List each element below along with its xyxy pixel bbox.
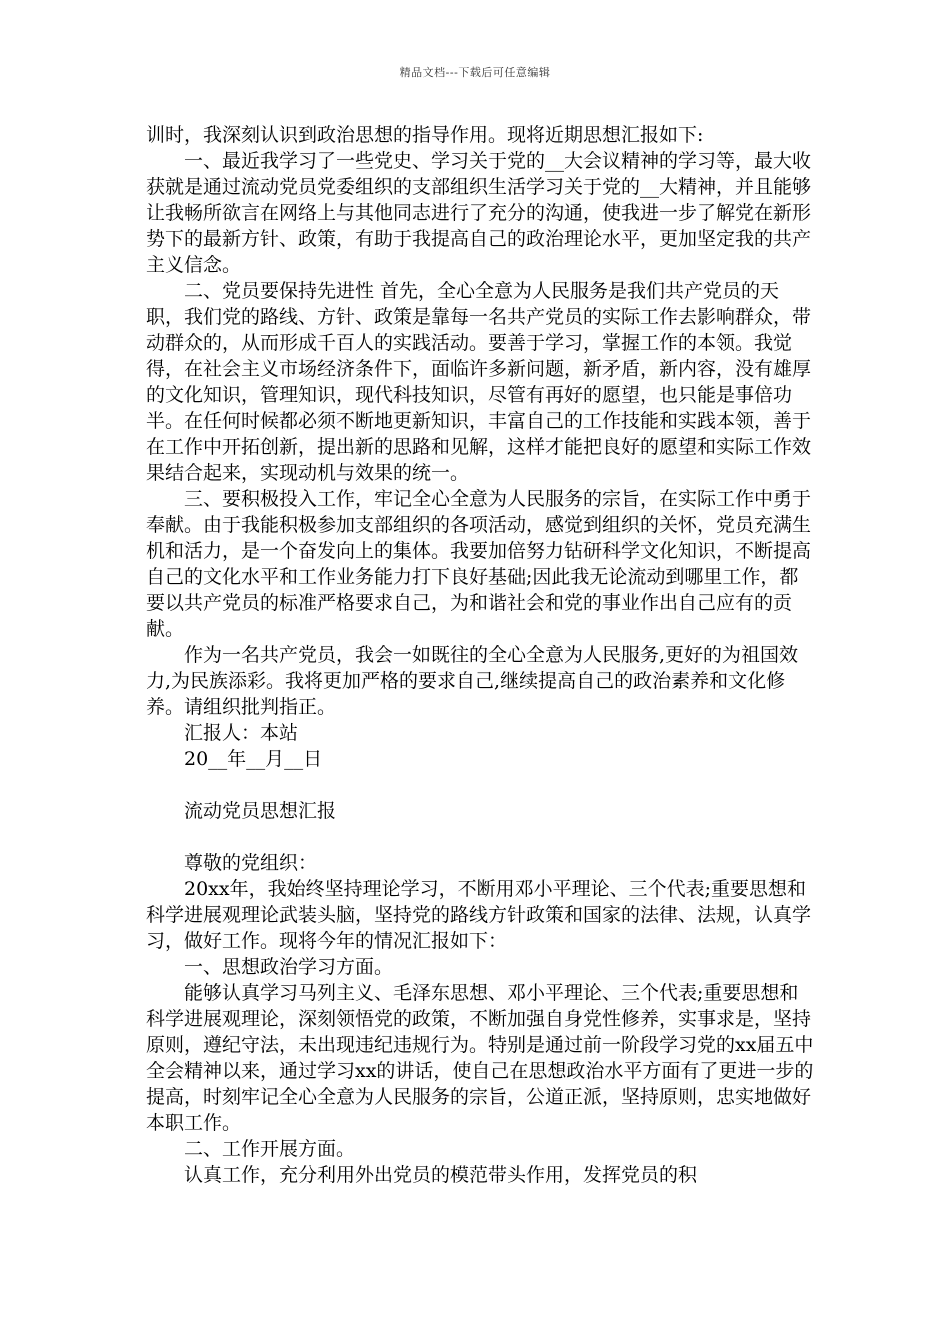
paragraph-ideology: 能够认真学习马列主义、毛泽东思想、邓小平理论、三个代表;重要思想和科学进展观理论，深刻领悟党的政策，不断加强自身党性修养，实事求是，坚持原则，遵纪守法，未出现违纪违规行为。特别是通过前一阶段学习党的xx届五中全会精神以来，通过学习xx的讲话，使自己在思想政治水平方面有了更进一步的提高，时刻牢记全心全意为人民服务的宗旨，公道正派，坚持原则，忠实地做好本职工作。 bbox=[146, 982, 814, 1134]
subheading-work: 二、工作开展方面。 bbox=[184, 1138, 356, 1160]
paragraph-opening: 20xx年，我始终坚持理论学习，不断用邓小平理论、三个代表;重要思想和科学进展观理论武装头脑，坚持党的路线方针政策和国家的法律、法规，认真学习，做好工作。现将今年的情况汇报如下： bbox=[146, 878, 812, 952]
paragraph-conclusion: 作为一名共产党员，我会一如既往的全心全意为人民服务,更好的为祖国效力,为民族添彩。我将更加严格的要求自己,继续提高自己的政治素养和文化修养。请组织批判指正。 bbox=[146, 644, 799, 718]
spacer bbox=[146, 824, 816, 850]
date-line: 20__年__月__日 bbox=[184, 748, 323, 770]
paragraph-point-two: 二、党员要保持先进性 首先，全心全意为人民服务是我们共产党员的天职，我们党的路线、方针、政策是靠每一名共产党员的实际工作去影响群众，带动群众的，从而形成千百人的实践活动。要善于学习，掌握工作的本领。我觉得，在社会主义市场经济条件下，面临许多新问题，新矛盾，新内容，没有雄厚的文化知识，管理知识，现代科技知识，尽管有再好的愿望，也只能是事倍功半。在任何时候都必须不断地更新知识，丰富自己的工作技能和实践本领，善于在工作中开拓创新，提出新的思路和见解，这样才能把良好的愿望和实际工作效果结合起来，实现动机与效果的统一。 bbox=[146, 280, 812, 484]
paragraph-intro-continuation: 训时，我深刻认识到政治思想的指导作用。现将近期思想汇报如下: bbox=[146, 124, 704, 146]
page-header: 精品文档---下载后可任意编辑 bbox=[399, 66, 551, 79]
spacer bbox=[146, 772, 816, 798]
salutation: 尊敬的党组织： bbox=[184, 852, 318, 874]
section-title: 流动党员思想汇报 bbox=[184, 800, 337, 822]
paragraph-point-three: 三、要积极投入工作，牢记全心全意为人民服务的宗旨，在实际工作中勇于奉献。由于我能积极参加支部组织的各项活动，感觉到组织的关怀，党员充满生机和活力，是一个奋发向上的集体。我要加倍努力钻研科学文化知识，不断提高自己的文化水平和工作业务能力打下良好基础;因此我无论流动到哪里工作，都要以共产党员的标准严格要求自己，为和谐社会和党的事业作出自己应有的贡献。 bbox=[146, 488, 812, 640]
paragraph-point-one: 一、最近我学习了一些党史、学习关于党的__大会议精神的学习等，最大收获就是通过流动党员党委组织的支部组织生活学习关于党的__大精神，并且能够让我畅所欲言在网络上与其他同志进行了充分的沟通，使我进一步了解党在新形势下的最新方针、政策，有助于我提高自己的政治理论水平，更加坚定我的共产主义信念。 bbox=[146, 150, 812, 276]
subheading-ideology: 一、思想政治学习方面。 bbox=[184, 956, 394, 978]
reporter-line: 汇报人：本站 bbox=[184, 722, 299, 744]
paragraph-work: 认真工作，充分利用外出党员的模范带头作用，发挥党员的积 bbox=[184, 1164, 698, 1186]
document-body bbox=[146, 122, 816, 1188]
